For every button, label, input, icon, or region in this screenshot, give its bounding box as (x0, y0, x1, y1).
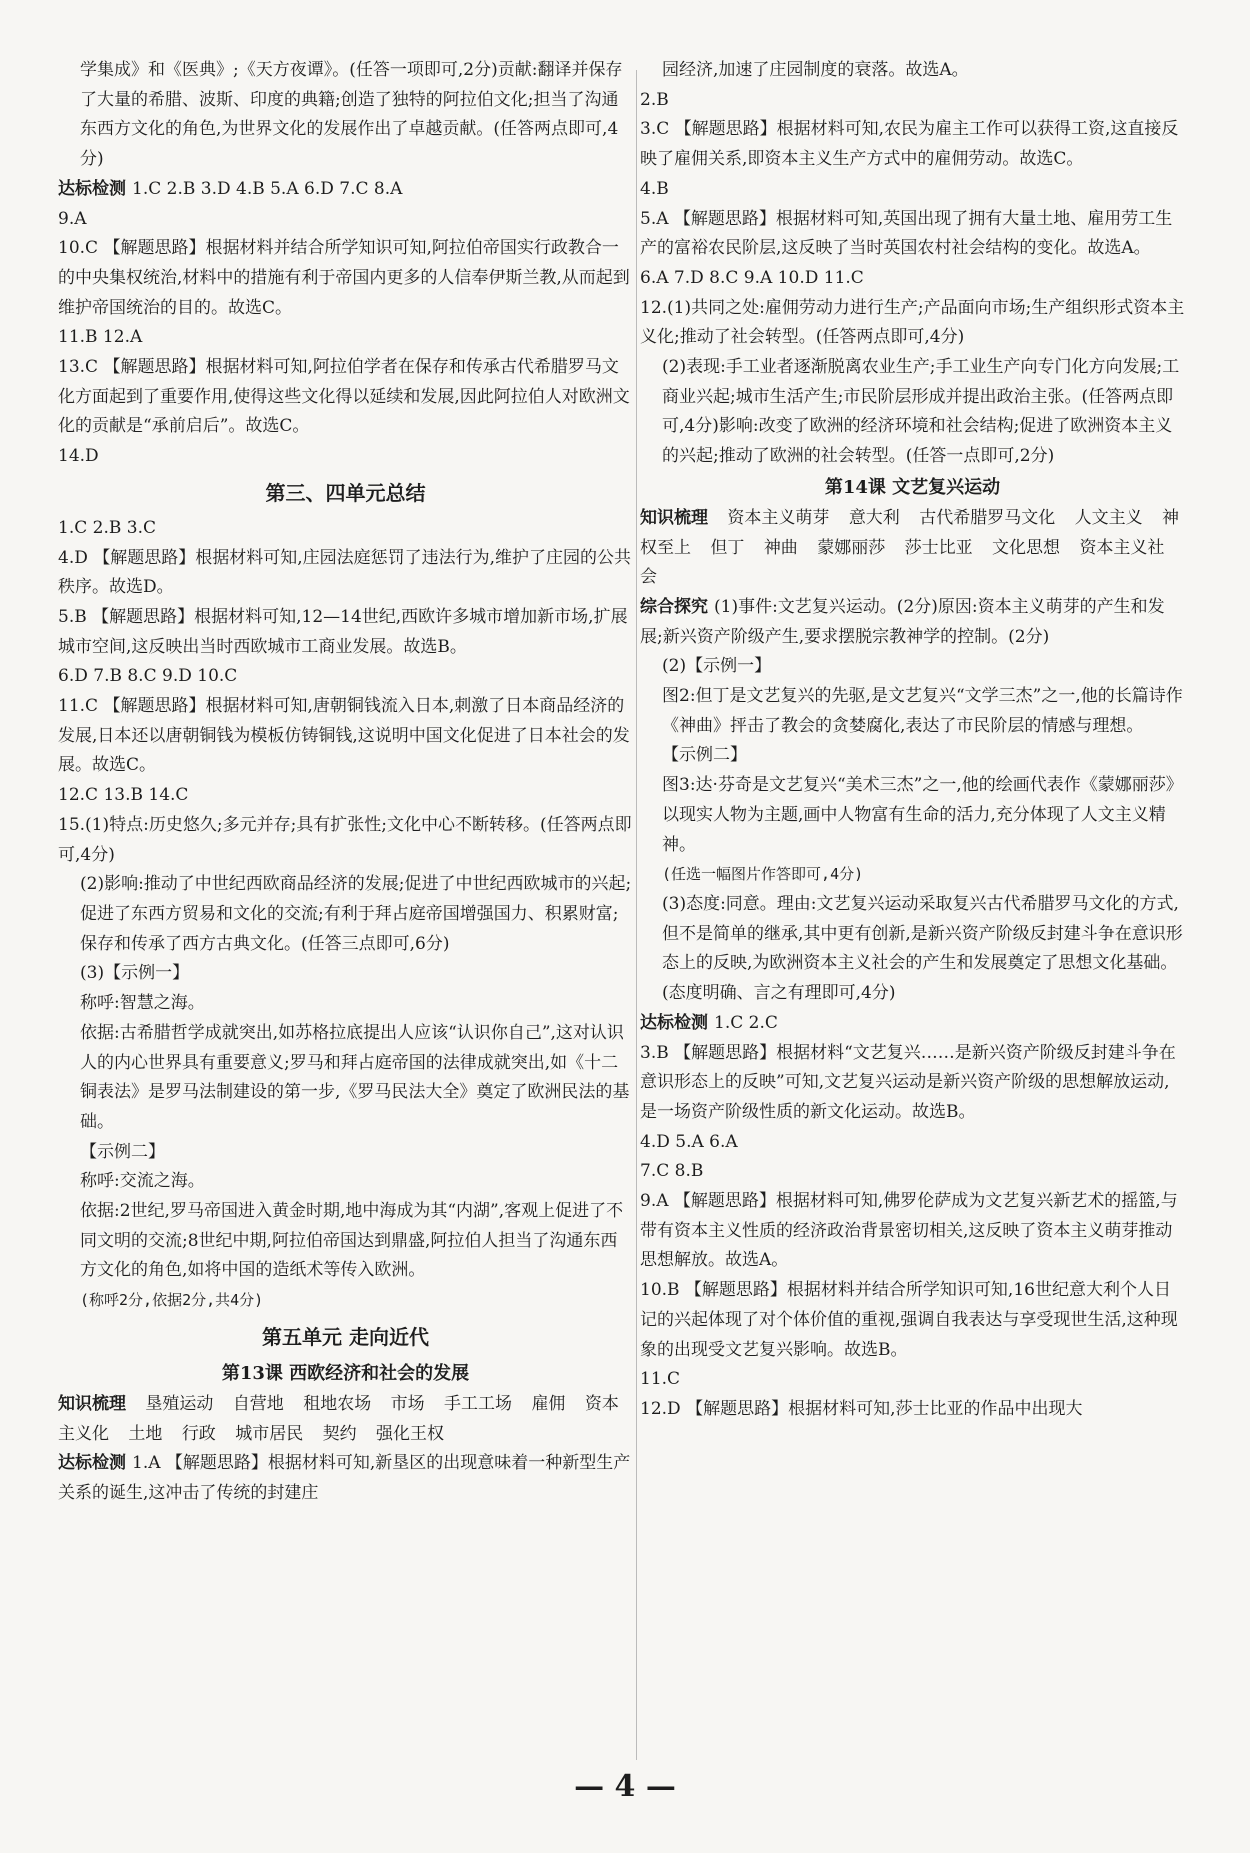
r-answer-5: 5.A 【解题思路】根据材料可知,英国出现了拥有大量土地、雇用劳工生产的富裕农民阶层,这反映了当时英国农村社会结构的变化。故选A。 (640, 208, 1173, 259)
answer-list: 1.C 2.C (714, 1012, 778, 1033)
answer-14: 14.D (58, 446, 99, 467)
d14-answer-11: 11.C (640, 1369, 681, 1390)
summary-15-2: (2)影响:推动了中世纪西欧商品经济的发展;促进了中世纪西欧城市的兴起;促进了东西方贸易和文化的交流;有利于拜占庭帝国增强国力、积累财富;保存和传承了西方古典文化。(任答三点即可,6分) (80, 874, 632, 954)
summary-6: 6.D 7.B 8.C 9.D 10.C (58, 666, 238, 687)
section-label: 知识梳理 (640, 507, 708, 528)
keyword: 但丁 (710, 537, 745, 558)
summary-15-ex2b: 依据:2世纪,罗马帝国进入黄金时期,地中海成为其“内湖”,客观上促进了不同文明的交流;8世纪中期,阿拉伯帝国达到鼎盛,阿拉伯人担当了沟通东西方文化的角色,如将中国的造纸术等传入欧洲。 (80, 1201, 624, 1281)
r-answer-12-2: (2)表现:手工业者逐渐脱离农业生产;手工业生产向专门化方向发展;工商业兴起;城市生活产生;市民阶层形成并提出政治主张。(任答两点即可,4分)影响:改变了欧洲的经济环境和社会结构;促进了欧洲资本主义的兴起;推动了欧洲的社会转型。(任答一点即可,2分) (662, 357, 1180, 467)
zonghe-2ex2: 【示例二】 (662, 745, 747, 766)
keyword: 契约 (322, 1423, 357, 1444)
unit5-title: 第五单元 走向近代 (262, 1324, 429, 1349)
section-label: 知识梳理 (58, 1393, 126, 1414)
keyword: 手工工场 (444, 1393, 513, 1414)
dabiao-14 (640, 1009, 1185, 1039)
keyword: 意大利 (848, 507, 900, 528)
keyword: 古代希腊罗马文化 (919, 507, 1056, 528)
page-number: — 4 — (574, 1769, 676, 1804)
keyword: 垦殖运动 (145, 1393, 214, 1414)
keyword: 行政 (181, 1423, 216, 1444)
answer-text: 1.A 【解题思路】根据材料可知,新垦区的出现意味着一种新型生产关系的诞生,这冲击了传统的封建庄 (58, 1453, 631, 1503)
lesson14-title: 第14课 文艺复兴运动 (824, 476, 1001, 498)
answer-text: (1)事件:文艺复兴运动。(2分)原因:资本主义萌芽的产生和发展;新兴资产阶级产生,要求摆脱宗教神学的控制。(2分) (640, 596, 1165, 647)
answer-11-12: 11.B 12.A (58, 327, 143, 348)
right-column (640, 56, 1185, 1425)
summary-1: 1.C 2.B 3.C (58, 517, 156, 538)
summary-15-ex2a: 称呼:交流之海。 (80, 1171, 205, 1192)
summary-12: 12.C 13.B 14.C (58, 785, 189, 806)
keyword: 文化思想 (992, 537, 1061, 558)
keyword: 城市居民 (235, 1423, 304, 1444)
knowledge-13 (58, 1390, 633, 1449)
zonghe-2: (2)【示例一】 (662, 656, 772, 677)
d14-answer-12: 12.D 【解题思路】根据材料可知,莎士比亚的作品中出现大 (640, 1398, 1083, 1419)
answer-13: 13.C 【解题思路】根据材料可知,阿拉伯学者在保存和传承古代希腊罗马文化方面起到了重要作用,使得这些文化得以延续和发展,因此阿拉伯人对欧洲文化的贡献是“承前启后”。故选C。 (58, 357, 630, 437)
r-answer-12-1: 12.(1)共同之处:雇佣劳动力进行生产;产品面向市场;生产组织形式资本主义化;推动了社会转型。(任答两点即可,4分) (640, 297, 1185, 348)
answer-10: 10.C 【解题思路】根据材料并结合所学知识可知,阿拉伯帝国实行政教合一的中央集权统治,材料中的措施有利于帝国内更多的人信奉伊斯兰教,从而起到维护帝国统治的目的。故选C。 (58, 238, 630, 318)
zonghe-2b: 图3:达·芬奇是文艺复兴“美术三杰”之一,他的绘画代表作《蒙娜丽莎》以现实人物为主题,画中人物富有生命的活力,充分体现了人文主义精神。 (662, 775, 1183, 855)
section-label: 达标检测 (58, 178, 126, 199)
keyword: 人文主义 (1074, 507, 1143, 528)
keyword: 资本主义社会 (640, 537, 1165, 588)
keyword: 莎士比亚 (904, 537, 973, 558)
summary-15-3a: 称呼:智慧之海。 (80, 993, 205, 1014)
dabiao-line-1 (58, 175, 633, 205)
left-column (58, 56, 633, 1509)
section-label: 综合探究 (640, 596, 708, 617)
answer-9: 9.A (58, 208, 87, 229)
d14-answer-10: 10.B 【解题思路】根据材料并结合所学知识可知,16世纪意大利个人日记的兴起体现了对个体价值的重视,强调自我表达与享受现世生活,这种现象的出现受文艺复兴影响。故选B。 (640, 1280, 1178, 1360)
keyword: 蒙娜丽莎 (817, 537, 886, 558)
zonghe-1 (640, 593, 1185, 652)
keyword: 土地 (128, 1423, 163, 1444)
zonghe-2note: (任选一幅图片作答即可,4分) (662, 865, 864, 884)
column-divider (636, 70, 637, 1760)
d14-answer-9: 9.A 【解题思路】根据材料可知,佛罗伦萨成为文艺复兴新艺术的摇篮,与带有资本主义性质的经济政治背景密切相关,这反映了资本主义萌芽推动思想解放。故选A。 (640, 1191, 1178, 1271)
r-answer-6: 6.A 7.D 8.C 9.A 10.D 11.C (640, 267, 864, 288)
section-label: 达标检测 (640, 1012, 708, 1033)
dabiao-13 (58, 1449, 633, 1508)
intro-paragraph: 学集成》和《医典》;《天方夜谭》。(任答一项即可,2分)贡献:翻译并保存了大量的希腊、波斯、印度的典籍;创造了独特的阿拉伯文化;担当了沟通东西方文化的角色,为世界文化的发展作出了卓越贡献。(任答两点即可,4分) (80, 60, 623, 170)
keyword: 神曲 (763, 537, 798, 558)
lesson13-title: 第13课 西欧经济和社会的发展 (221, 1362, 470, 1384)
summary-15-3b: 依据:古希腊哲学成就突出,如苏格拉底提出人应该“认识你自己”,这对认识人的内心世界具有重要意义;罗马和拜占庭帝国的法律成就突出,如《十二铜表法》是罗马法制建设的第一步,《罗马民法大全》奠定了欧洲民法的基础。 (80, 1022, 630, 1132)
d14-answer-4: 4.D 5.A 6.A (640, 1131, 738, 1152)
summary-title: 第三、四单元总结 (265, 480, 426, 505)
keyword: 租地农场 (303, 1393, 372, 1414)
summary-11: 11.C 【解题思路】根据材料可知,唐朝铜钱流入日本,刺激了日本商品经济的发展,日本还以唐朝铜钱为模板仿铸铜钱,这说明中国文化促进了日本社会的发展。故选C。 (58, 696, 630, 776)
d14-answer-3: 3.B 【解题思路】根据材料“文艺复兴……是新兴资产阶级反封建斗争在意识形态上的反映”可知,文艺复兴运动是新兴资产阶级的思想解放运动,是一场资产阶级性质的新文化运动。故选B。 (640, 1042, 1176, 1122)
keyword: 资本主义萌芽 (727, 507, 830, 528)
summary-15-ex2: 【示例二】 (80, 1141, 165, 1162)
d14-answer-7: 7.C 8.B (640, 1161, 704, 1182)
zonghe-3: (3)态度:同意。理由:文艺复兴运动采取复兴古代希腊罗马文化的方式,但不是简单的继承,其中更有创新,是新兴资产阶级反封建斗争在意识形态上的反映,为欧洲资本主义社会的产生和发展奠定了思想文化基础。(态度明确、言之有理即可,4分) (662, 893, 1183, 1004)
keyword: 神权至上 (640, 507, 1180, 558)
keyword: 雇佣 (531, 1393, 566, 1414)
summary-5: 5.B 【解题思路】根据材料可知,12—14世纪,西欧许多城市增加新市场,扩展城市空间,这反映出当时西欧城市工商业发展。故选B。 (58, 606, 628, 657)
knowledge-14 (640, 504, 1185, 593)
summary-4: 4.D 【解题思路】根据材料可知,庄园法庭惩罚了违法行为,维护了庄园的公共秩序。故选D。 (58, 547, 632, 598)
keyword: 自营地 (232, 1393, 284, 1414)
zonghe-2a: 图2:但丁是文艺复兴的先驱,是文艺复兴“文学三杰”之一,他的长篇诗作《神曲》抨击了教会的贪婪腐化,表达了市民阶层的情感与理想。 (662, 686, 1183, 736)
summary-15-note: (称呼2分,依据2分,共4分) (80, 1291, 264, 1310)
keyword: 强化王权 (376, 1423, 445, 1444)
r-answer-4: 4.B (640, 178, 669, 199)
summary-15-1: 15.(1)特点:历史悠久;多元并存;具有扩张性;文化中心不断转移。(任答两点即可,4分) (58, 814, 632, 865)
keyword: 资本主义化 (58, 1393, 619, 1444)
r-continued: 园经济,加速了庄园制度的衰落。故选A。 (662, 60, 969, 80)
answer-list: 1.C 2.B 3.D 4.B 5.A 6.D 7.C 8.A (132, 178, 403, 199)
r-answer-2: 2.B (640, 89, 669, 110)
r-answer-3: 3.C 【解题思路】根据材料可知,农民为雇主工作可以获得工资,这直接反映了雇佣关系,即资本主义生产方式中的雇佣劳动。故选C。 (640, 119, 1179, 170)
summary-15-3: (3)【示例一】 (80, 963, 190, 984)
keyword: 市场 (390, 1393, 425, 1414)
section-label: 达标检测 (58, 1453, 126, 1474)
